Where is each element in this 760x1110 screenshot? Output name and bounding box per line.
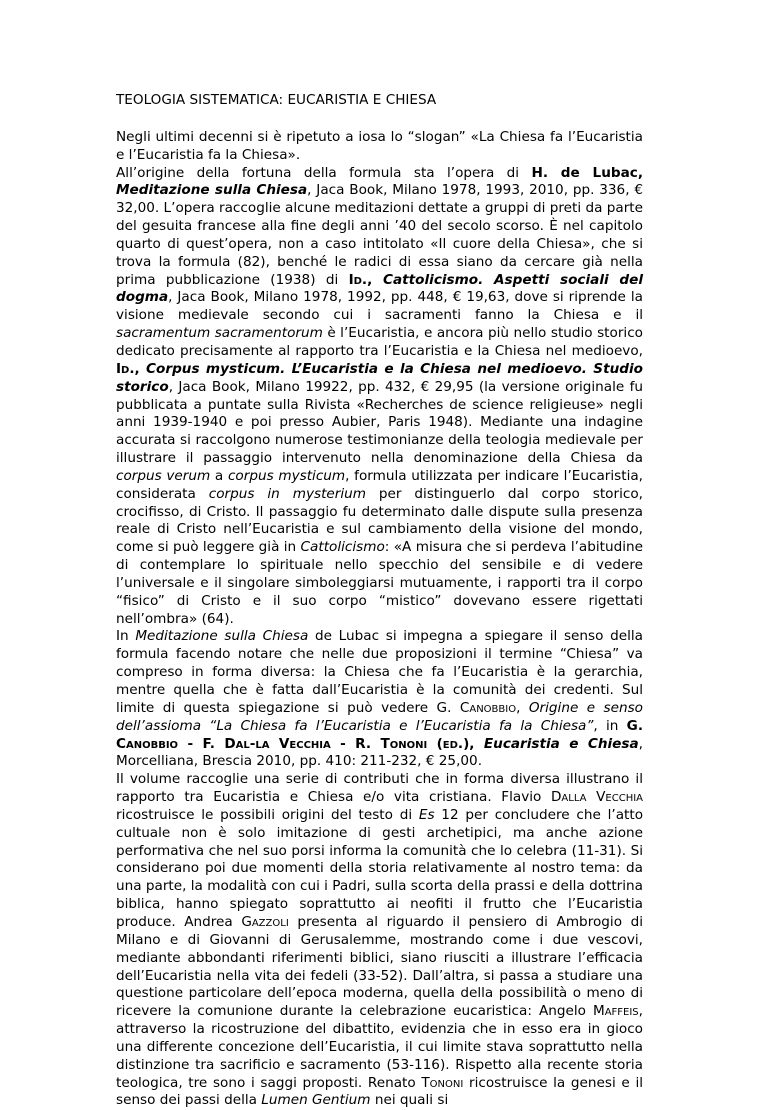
paragraph-volume: Il volume raccoglie una serie di contributi che in forma diversa illustrano il rapporto tra Eucaristia e Chiesa e/o vita cristiana. Flavio Dalla Vecchia ricostruisce le possibili origini del testo di Es 12 per concludere che l’atto cultuale non è solo imitazione di gesti archetipici, ma anche azione performativa che nel suo porsi informa la comunità che lo celebra (11-31). Si considerano poi due momenti della storia relativamente al nostro tema: da una parte, la modalità con cui i Padri, sulla scorta della prassi e della dottrina biblica, hanno spiegato soprattutto ai neofiti il frutto che l’Eucaristia produce. Andrea Gazzoli presenta al riguardo il pensiero di Ambrogio di Milano e di Giovanni di Gerusalemme, mostrando come i due vescovi, mediante abbondanti riferimenti biblici, siano riusciti a illustrare l’efficacia dell’Eucaristia nella vita dei fedeli (33-52). Dall’altra, si passa a studiare una questione particolare dell’epoca moderna, quella della possibilità o meno di ricevere la comunione durante la celebrazione eucaristica: Angelo Maffeis, attraverso la ricostruzione del dibattito, evidenzia che in esso era in gioco una differente concezione dell’Eucaristia, il cui limite stava soprattutto nella distinzione tra sacrificio e sacramento (53-116). Rispetto alla recente storia teologica, tre sono i saggi proposti. Renato Tononi ricostruisce la genesi e il senso dei passi della Lumen Gentium nei quali si — [116, 771, 644, 1109]
author-de-lubac: H. de Lubac, — [531, 164, 643, 181]
paragraph-intro — [116, 129, 643, 165]
work-cattolicismo: Cattolicismo. Aspetti sociali del dogma — [116, 271, 643, 306]
author-canobbio: Canobbio — [459, 699, 517, 716]
work-meditazione: Meditazione sulla Chiesa — [116, 182, 308, 199]
author-id: Id., — [116, 360, 140, 377]
term-sacramentum: sacramentum sacramentorum — [116, 325, 323, 342]
term-corpus-verum: corpus verum — [116, 467, 211, 484]
author-tononi: Tononi — [421, 1074, 464, 1091]
work-meditazione-ref: Meditazione sulla Chiesa — [135, 628, 309, 645]
author-dalla-vecchia: Dalla Vecchia — [550, 789, 644, 806]
editors: G. Canobbio - F. Dal-la Vecchia - R. Tononi (ed.), — [116, 717, 643, 752]
author-gazzoli: Gazzoli — [241, 913, 289, 930]
term-corpus-mysticum: corpus mysticum — [227, 467, 346, 484]
work-origine-senso: Origine e senso dell’assioma “La Chiesa fa l’Eucaristia e l’Eucaristia fa la Chiesa” — [116, 699, 644, 734]
document-page — [116, 92, 643, 1110]
author-maffeis: Maffeis — [592, 1003, 639, 1020]
work-lumen-gentium: Lumen Gentium — [261, 1092, 371, 1109]
work-eucaristia-chiesa: Eucaristia e Chiesa — [474, 735, 639, 752]
ref-es: Es — [418, 806, 435, 823]
document-title: TEOLOGIA SISTEMATICA: EUCARISTIA E CHIESA — [116, 92, 437, 108]
term-cattolicismo: Cattolicismo — [300, 539, 385, 556]
paragraph-meditazione: In Meditazione sulla Chiesa de Lubac si impegna a spiegare il senso della formula facendo notare che nelle due proposizioni il termine “Chiesa” va compreso in forma diversa: la Chiesa che fa l’Eucaristia è la gerarchia, mentre quella che è fatta dall’Eucaristia è la comunità dei credenti. Sul limite di questa spiegazione si può vedere G. Canobbio, Origine e senso dell’assioma “La Chiesa fa l’Eucaristia e l’Eucaristia fa la Chiesa”, in G. Canobbio - F. Dal-la Vecchia - R. Tononi (ed.), Eucaristia e Chiesa, Morcelliana, Brescia 2010, pp. 410: 211-232, € 25,00. — [116, 628, 644, 770]
work-corpus-mysticum: Corpus mysticum. L’Eucaristia e la Chiesa nel medioevo. Studio storico — [116, 360, 643, 395]
paragraph-intro-text: Negli ultimi decenni si è ripetuto a iosa lo “slogan” «La Chiesa fa l’Eucaristia e l’Eucaristia fa la Chiesa». — [116, 128, 643, 163]
paragraph-de-lubac: All’origine della fortuna della formula sta l’opera di H. de Lubac, Meditazione sulla Chiesa, Jaca Book, Milano 1978, 1993, 2010, pp. 336, € 32,00. L’opera raccoglie alcune meditazioni dettate a gruppi di preti da parte del gesuita francese alla fine degli anni ’40 del secolo scorso. È nel capitolo quarto di quest’opera, non a caso intitolato «Il cuore della Chiesa», che si trova la formula (82), benché le radici di essa siano da cercare già nella prima pubblicazione (1938) di Id., Cattolicismo. Aspetti sociali del dogma, Jaca Book, Milano 1978, 1992, pp. 448, € 19,63, dove si riprende la visione medievale secondo cui i sacramenti fanno la Chiesa e il sacramentum sacramentorum è l’Eucaristia, e ancora più nello studio storico dedicato precisamente al rapporto tra l’Eucaristia e la Chiesa nel medioevo, Id., Corpus mysticum. L’Eucaristia e la Chiesa nel medioevo. Studio storico, Jaca Book, Milano 19922, pp. 432, € 29,95 (la versione originale fu pubblicata a puntate sulla Rivista «Recherches de science religieuse» negli anni 1939-1940 e poi presso Aubier, Paris 1948). Mediante una indagine accurata si raccolgono numerose testimonianze della teologia medievale per illustrare il passaggio intervenuto nella denominazione della Chiesa da corpus verum a corpus mysticum, formula utilizzata per indicare l’Eucaristia, considerata corpus in mysterium per distinguerlo dal corpo storico, crocifisso, di Cristo. Il passaggio fu determinato dalle dispute sulla presenza reale di Cristo nell’Eucaristia e sul cambiamento della visione del mondo, come si può leggere già in Cattolicismo: «A misura che si perdeva l’abitudine di contemplare lo spirituale nello specchio del sensibile e di vedere l’universale e il singolare simboleggiarsi mutuamente, i rapporti tra il corpo “fisico” di Cristo e il suo corpo “mistico” dovevano essere rigettati nell’ombra» (64). — [116, 164, 644, 627]
author-id: Id., — [348, 271, 373, 288]
term-corpus-in-mysterium: corpus in mysterium — [208, 485, 366, 502]
